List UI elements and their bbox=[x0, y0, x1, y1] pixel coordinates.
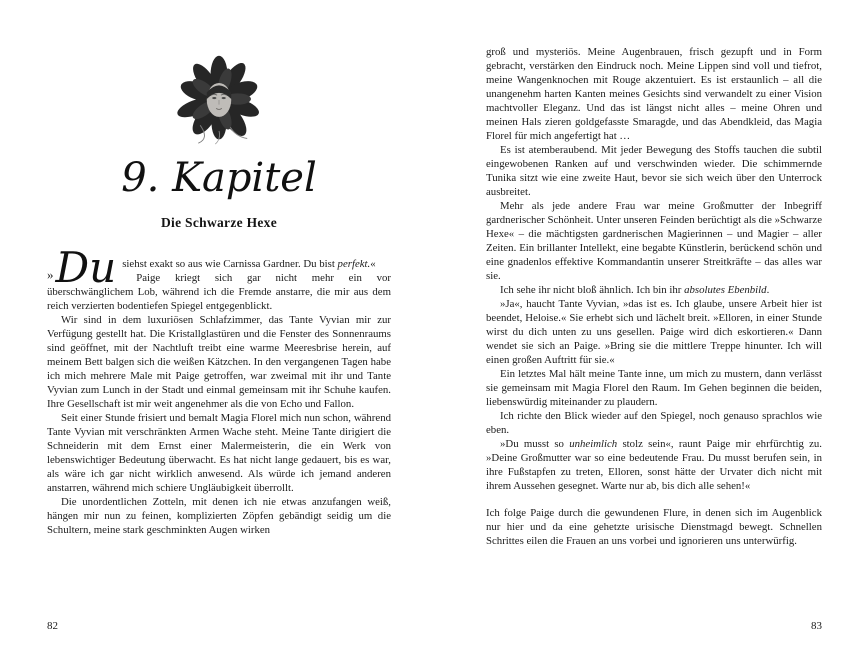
paragraph bbox=[47, 411, 391, 495]
text-run: »Ja«, haucht Tante Vyvian, »das ist es. Ich glaube, unsere Arbeit hier ist beendet, Heloise.« Sie erhebt sich und lächelt breit. »Elloren, in einer Stunde wirst du dich unten zu uns gesellen. Paige wird dich eskortieren.« Dann wendet sie sich an Paige. »Bring sie die mittlere Treppe hinunter. Ich will einen großen Auftritt für sie.« bbox=[486, 298, 822, 366]
right-page-text bbox=[486, 45, 822, 548]
chapter-number: 9. Kapitel bbox=[121, 155, 317, 201]
left-page-text bbox=[47, 243, 391, 537]
paragraph bbox=[486, 283, 822, 297]
paragraph bbox=[47, 313, 391, 411]
paragraph bbox=[486, 199, 822, 283]
opening-quote-mark: » bbox=[47, 267, 54, 282]
paragraph bbox=[486, 297, 822, 367]
text-run: . bbox=[766, 284, 770, 296]
text-run: Ich folge Paige durch die gewundenen Flure, in denen sich im Augenblick nur hier und da eine gehetzte urisische Dienstmagd bewegt. Schnellen Schrittes eilen die Frauen an uns vorbei und ignorieren uns unterwürfig. bbox=[486, 507, 822, 547]
text-run: « bbox=[370, 258, 376, 270]
paragraph bbox=[486, 409, 822, 437]
chapter-ornament bbox=[47, 52, 391, 151]
text-run: Wir sind in dem luxuriösen Schlafzimmer, das Tante Vyvian mir zur Verfügung gestellt hat. Die Kristallglastüren und die Fenster des Sonnenraums sind geöffnet, mit der Nachtluft treibt eine warme Meeresbrise herein, auf meinem Bett balgen sich die weißen Kätzchen. In den vergangenen Tagen habe ich mich mehrere Male mit Paige getroffen, war zweimal mit ihr und Tante Vyvian zum Lunch in der Stadt und einmal gemeinsam mit ihr Schuhe kaufen. Ihre Gesellschaft ist mir weit angenehmer als die von Echo und Fallon. bbox=[47, 314, 391, 410]
left-page-number: 82 bbox=[47, 620, 58, 632]
text-run: groß und mysteriös. Meine Augenbrauen, frisch gezupft und in Form gebracht, verstärken den Eindruck noch. Meine Lippen sind voll und tiefrot, meine Wangenknochen mit Rouge akzentuiert. Es ist erstaunlich – all die unangenehm harten Kanten meines Gesichts sind verwandelt zu einer Vision machtvoller Eleganz. Und das ist längst nicht alles – meine Ohren und meinen Hals zieren goldgefasste Smaragde, und das Abendkleid, das Magia Florel für mich angefertigt hat … bbox=[486, 46, 822, 142]
paragraph bbox=[486, 506, 822, 548]
right-page-number: 83 bbox=[811, 620, 822, 632]
chapter-title: Die Schwarze Hexe bbox=[160, 215, 278, 230]
right-page bbox=[431, 0, 862, 648]
paragraph bbox=[486, 367, 822, 409]
drop-cap-letter: Du bbox=[55, 243, 117, 293]
text-run: Paige kriegt sich gar nicht mehr ein vor überschwänglichem Lob, während ich die Fremde anstarre, die mir aus dem reich verzierten bodentiefen Spiegel entgegenblickt. bbox=[47, 272, 391, 312]
text-run: Es ist atemberaubend. Mit jeder Bewegung des Stoffs tauchen die subtil eingewobenen Ranken auf und verschwinden wieder. Die schimmernde Tunika sitzt wie eine zweite Haut, bevor sie sich weich über den Unterrock ausbreitet. bbox=[486, 144, 822, 198]
text-run: Ich sehe ihr nicht bloß ähnlich. Ich bin ihr bbox=[500, 284, 685, 296]
text-run: unheimlich bbox=[569, 438, 618, 450]
text-run: Seit einer Stunde frisiert und bemalt Magia Florel mich nun schon, während Tante Vyvian mit verschränkten Armen Wache steht. Meine Tante dirigiert die Schneiderin mit dem Ernst einer Malermeisterin, die ein Werk von lebenswichtiger Bedeutung überwacht. Es hat nicht lange gedauert, bis es war, als wäre ich gar nicht wirklich anwesend. Als würde ich jemand anderen anstarren, während mich schiere Ungläubigkeit überrollt. bbox=[47, 412, 391, 494]
text-run: siehst exakt so aus wie Carnissa Gardner. Du bist bbox=[122, 258, 338, 270]
text-run: Die unordentlichen Zotteln, mit denen ich nie etwas anzufangen weiß, hängen mir nun zu feinen, komplizierten Zöpfen gebändigt seidig um die Schultern, meine stark geschminkten Augen wirken bbox=[47, 496, 391, 536]
text-run: »Du musst so bbox=[500, 438, 570, 450]
text-run: stolz sein«, raunt Paige mir ehrfürchtig zu. »Deine Großmutter war so eine bedeutende Frau. Du musst berufen sein, in ihre Fußstapfen zu treten, Elloren, sonst hätte der Urvater dich nicht mit ihrem Aussehen gesegnet. Warte nur ab, bis dich alle sehen!« bbox=[486, 438, 823, 492]
drop-cap bbox=[47, 243, 117, 293]
text-run: perfekt. bbox=[337, 258, 371, 270]
paragraph bbox=[486, 143, 822, 199]
text-run: Ich richte den Blick wieder auf den Spiegel, noch genauso sprachlos wie eben. bbox=[486, 410, 822, 436]
paragraph bbox=[47, 495, 391, 537]
text-run: absolutes Ebenbild bbox=[684, 284, 767, 296]
paragraph bbox=[486, 45, 822, 143]
text-run: Ein letztes Mal hält meine Tante inne, um mich zu mustern, dann verlässt sie gemeinsam mit Magia Florel den Raum. Im Gehen beginnen die beiden, liebenswürdig miteinander zu plaudern. bbox=[486, 368, 822, 408]
paragraph bbox=[486, 437, 822, 493]
text-run: Mehr als jede andere Frau war meine Großmutter der Inbegriff gardnerischer Schönheit. Unter unseren Feinden berüchtigt als die »Schwarze Hexe« – die mächtigsten gardnerischen Magierinnen – und Magier – aller Zeiten. Ein brillanter Intellekt, eine begabte Künstlerin, berückend schön und eine gnadenlos effektive Kommandantin unserer Streitkräfte – das alles war sie. bbox=[486, 200, 822, 282]
feathered-face-icon bbox=[172, 52, 266, 146]
